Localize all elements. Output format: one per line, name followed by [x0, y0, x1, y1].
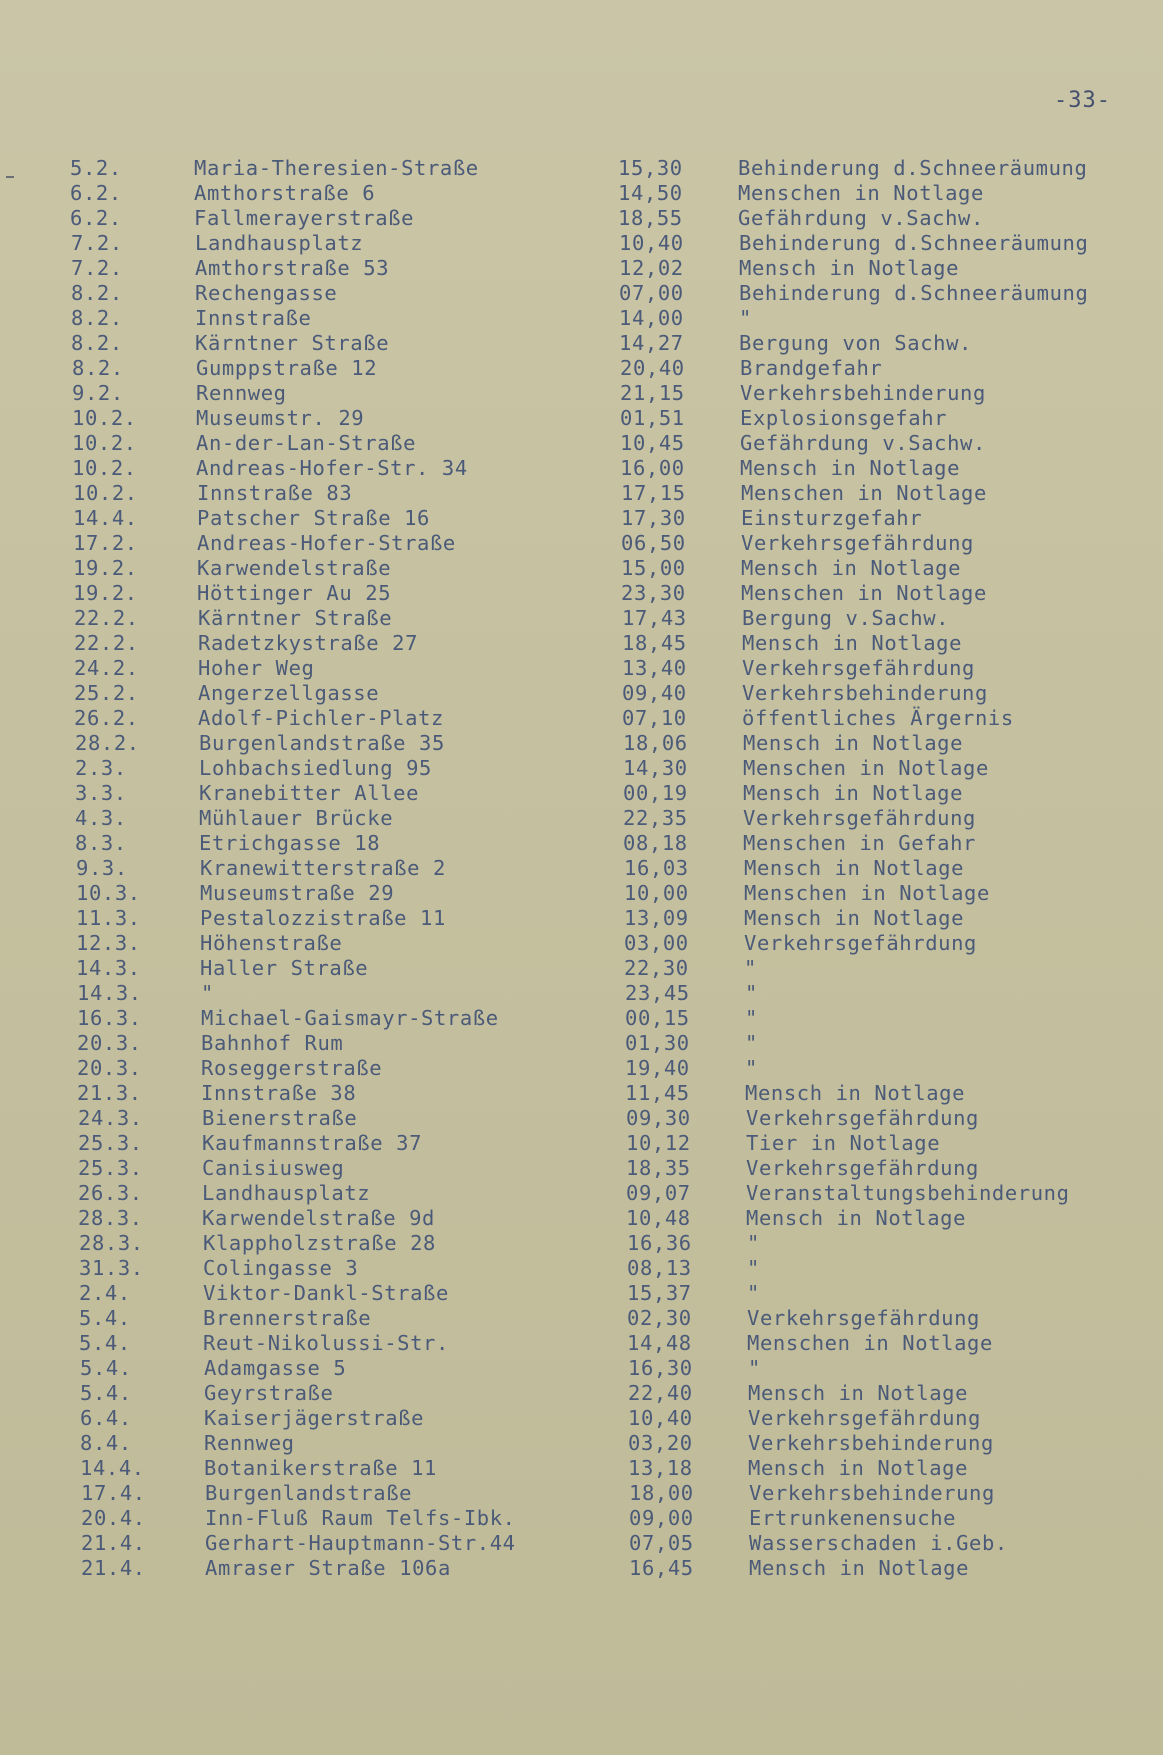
list-item	[71, 331, 1150, 356]
entry-reason: Menschen in Notlage	[747, 1331, 993, 1355]
entry-reason: "	[745, 1031, 758, 1055]
entry-location: Amthorstraße 53	[195, 256, 390, 280]
entry-time: 14,30	[623, 756, 688, 780]
list-item	[74, 706, 1150, 731]
entry-location: Kaufmannstraße 37	[202, 1131, 423, 1155]
entry-reason: Mensch in Notlage	[749, 1556, 970, 1580]
entry-location: Burgenlandstraße 35	[199, 731, 445, 755]
list-item	[80, 1456, 1150, 1481]
list-item	[78, 1106, 1150, 1131]
entry-time: 08,13	[627, 1256, 692, 1280]
entry-time: 09,30	[626, 1106, 691, 1130]
entry-reason: Menschen in Notlage	[743, 756, 989, 780]
list-item	[70, 206, 1150, 231]
entry-reason: Verkehrsbehinderung	[742, 681, 988, 705]
entry-time: 16,36	[627, 1231, 692, 1255]
entry-location: Kärntner Straße	[195, 331, 390, 355]
entry-location: Bahnhof Rum	[201, 1031, 344, 1055]
entry-reason: Wasserschaden i.Geb.	[749, 1531, 1008, 1555]
entry-date: 25.2.	[74, 681, 139, 705]
list-item	[72, 356, 1150, 381]
list-item	[70, 181, 1150, 206]
entry-date: 6.2.	[70, 181, 122, 205]
entry-date: 19.2.	[73, 581, 138, 605]
entry-location: Hoher Weg	[198, 656, 315, 680]
entry-date: 8.4.	[80, 1431, 132, 1455]
entry-reason: Mensch in Notlage	[743, 731, 964, 755]
entry-time: 15,00	[621, 556, 686, 580]
entry-date: 22.2.	[74, 606, 139, 630]
entry-date: 6.4.	[80, 1406, 132, 1430]
entry-location: "	[201, 981, 214, 1005]
entry-time: 16,03	[624, 856, 689, 880]
entry-time: 14,50	[618, 181, 683, 205]
entry-reason: Verkehrsbehinderung	[749, 1481, 995, 1505]
entry-time: 07,10	[622, 706, 687, 730]
entry-time: 13,18	[628, 1456, 693, 1480]
entry-reason: Gefährdung v.Sachw.	[738, 206, 984, 230]
entry-date: 8.2.	[71, 331, 123, 355]
entry-date: 25.3.	[78, 1156, 143, 1180]
list-item	[73, 506, 1150, 531]
incident-list	[70, 156, 1150, 1581]
list-item	[75, 831, 1150, 856]
entry-time: 17,30	[621, 506, 686, 530]
entry-date: 14.3.	[77, 981, 142, 1005]
entry-time: 02,30	[627, 1306, 692, 1330]
list-item	[76, 956, 1150, 981]
entry-date: 26.3.	[78, 1181, 143, 1205]
entry-reason: Tier in Notlage	[746, 1131, 941, 1155]
list-item	[73, 481, 1150, 506]
list-item	[80, 1381, 1150, 1406]
entry-time: 17,43	[622, 606, 687, 630]
list-item	[77, 1006, 1150, 1031]
list-item	[81, 1481, 1150, 1506]
list-item	[78, 1131, 1150, 1156]
entry-location: Viktor-Dankl-Straße	[203, 1281, 449, 1305]
entry-date: 28.2.	[75, 731, 140, 755]
entry-reason: Mensch in Notlage	[743, 781, 964, 805]
entry-reason: Mensch in Notlage	[741, 556, 962, 580]
entry-date: 10.2.	[72, 406, 137, 430]
list-item	[78, 1156, 1150, 1181]
list-item	[74, 681, 1150, 706]
entry-reason: Behinderung d.Schneeräumung	[739, 281, 1089, 305]
entry-date: 4.3.	[75, 806, 127, 830]
entry-reason: öffentliches Ärgernis	[742, 706, 1014, 730]
entry-date: 12.3.	[76, 931, 141, 955]
list-item	[79, 1256, 1150, 1281]
entry-location: Michael-Gaismayr-Straße	[201, 1006, 499, 1030]
entry-location: Angerzellgasse	[198, 681, 380, 705]
entry-reason: "	[745, 1056, 758, 1080]
entry-time: 10,40	[619, 231, 684, 255]
entry-reason: Verkehrsgefährdung	[744, 931, 977, 955]
entry-reason: Verkehrsgefährdung	[743, 806, 976, 830]
entry-reason: Mensch in Notlage	[746, 1206, 967, 1230]
list-item	[79, 1231, 1150, 1256]
entry-reason: Verkehrsgefährdung	[747, 1306, 980, 1330]
entry-date: 11.3.	[76, 906, 141, 930]
page-number: -33-	[1054, 88, 1111, 113]
list-item	[81, 1531, 1150, 1556]
entry-date: 17.4.	[81, 1481, 146, 1505]
entry-time: 00,15	[625, 1006, 690, 1030]
entry-location: Gumppstraße 12	[196, 356, 378, 380]
list-item	[77, 1081, 1150, 1106]
entry-reason: Menschen in Notlage	[741, 581, 987, 605]
entry-location: Etrichgasse 18	[199, 831, 381, 855]
entry-location: Museumstraße 29	[200, 881, 395, 905]
entry-time: 14,00	[619, 306, 684, 330]
entry-date: 20.3.	[77, 1056, 142, 1080]
entry-date: 2.4.	[79, 1281, 131, 1305]
entry-date: 5.4.	[80, 1381, 132, 1405]
entry-date: 24.3.	[78, 1106, 143, 1130]
entry-date: 5.4.	[79, 1331, 131, 1355]
entry-reason: "	[745, 1006, 758, 1030]
entry-time: 22,35	[623, 806, 688, 830]
entry-date: 3.3.	[75, 781, 127, 805]
entry-date: 7.2.	[71, 231, 123, 255]
entry-date: 7.2.	[71, 256, 123, 280]
entry-location: Botanikerstraße 11	[204, 1456, 437, 1480]
entry-time: 18,35	[626, 1156, 691, 1180]
entry-location: Adolf-Pichler-Platz	[198, 706, 444, 730]
entry-time: 21,15	[620, 381, 685, 405]
entry-reason: Bergung von Sachw.	[739, 331, 972, 355]
entry-date: 10.2.	[72, 431, 137, 455]
entry-reason: Menschen in Notlage	[741, 481, 987, 505]
entry-date: 5.4.	[80, 1356, 132, 1380]
entry-time: 22,30	[624, 956, 689, 980]
entry-reason: Ertrunkenensuche	[749, 1506, 957, 1530]
entry-location: Brennerstraße	[203, 1306, 372, 1330]
entry-reason: Mensch in Notlage	[740, 456, 961, 480]
entry-time: 08,18	[623, 831, 688, 855]
entry-time: 01,30	[625, 1031, 690, 1055]
list-item	[75, 781, 1150, 806]
entry-time: 16,30	[628, 1356, 693, 1380]
entry-location: Burgenlandstraße	[205, 1481, 413, 1505]
entry-time: 13,40	[622, 656, 687, 680]
entry-reason: Mensch in Notlage	[744, 856, 965, 880]
entry-reason: "	[747, 1231, 760, 1255]
entry-location: Karwendelstraße	[197, 556, 392, 580]
list-item	[77, 981, 1150, 1006]
entry-location: Canisiusweg	[202, 1156, 345, 1180]
entry-time: 07,00	[619, 281, 684, 305]
entry-location: An-der-Lan-Straße	[196, 431, 417, 455]
entry-location: Gerhart-Hauptmann-Str.44	[205, 1531, 516, 1555]
entry-reason: Mensch in Notlage	[739, 256, 960, 280]
entry-reason: Verkehrsbehinderung	[748, 1431, 994, 1455]
entry-date: 31.3.	[79, 1256, 144, 1280]
list-item	[74, 656, 1150, 681]
entry-date: 10.2.	[72, 456, 137, 480]
list-item	[73, 556, 1150, 581]
entry-reason: Mensch in Notlage	[748, 1456, 969, 1480]
entry-location: Amthorstraße 6	[194, 181, 376, 205]
list-item	[72, 431, 1150, 456]
list-item	[73, 581, 1150, 606]
entry-date: 9.2.	[72, 381, 124, 405]
list-item	[79, 1281, 1150, 1306]
entry-location: Amraser Straße 106a	[205, 1556, 451, 1580]
list-item	[71, 281, 1150, 306]
entry-time: 16,45	[629, 1556, 694, 1580]
entry-reason: "	[744, 956, 757, 980]
entry-date: 26.2.	[74, 706, 139, 730]
entry-time: 09,07	[626, 1181, 691, 1205]
entry-location: Lohbachsiedlung 95	[199, 756, 432, 780]
entry-reason: Mensch in Notlage	[748, 1381, 969, 1405]
list-item	[74, 631, 1150, 656]
entry-reason: Verkehrsgefährdung	[746, 1156, 979, 1180]
list-item	[79, 1331, 1150, 1356]
entry-date: 5.2.	[70, 156, 122, 180]
entry-date: 14.4.	[80, 1456, 145, 1480]
entry-time: 18,45	[622, 631, 687, 655]
entry-reason: Einsturzgefahr	[741, 506, 923, 530]
entry-date: 8.2.	[72, 356, 124, 380]
entry-time: 20,40	[620, 356, 685, 380]
entry-location: Mühlauer Brücke	[199, 806, 394, 830]
entry-location: Innstraße 83	[197, 481, 353, 505]
list-item	[72, 381, 1150, 406]
entry-date: 20.4.	[81, 1506, 146, 1530]
entry-reason: Gefährdung v.Sachw.	[740, 431, 986, 455]
entry-date: 5.4.	[79, 1306, 131, 1330]
entry-location: Inn-Fluß Raum Telfs-Ibk.	[205, 1506, 516, 1530]
entry-date: 25.3.	[78, 1131, 143, 1155]
entry-time: 10,45	[620, 431, 685, 455]
entry-time: 10,00	[624, 881, 689, 905]
entry-reason: Veranstaltungsbehinderung	[746, 1181, 1070, 1205]
list-item	[79, 1306, 1150, 1331]
entry-location: Landhausplatz	[202, 1181, 371, 1205]
entry-reason: "	[748, 1356, 761, 1380]
entry-location: Bienerstraße	[202, 1106, 358, 1130]
entry-location: Höttinger Au 25	[197, 581, 392, 605]
entry-time: 00,19	[623, 781, 688, 805]
entry-reason: "	[747, 1256, 760, 1280]
entry-time: 15,30	[618, 156, 683, 180]
list-item	[70, 156, 1150, 181]
entry-time: 03,20	[628, 1431, 693, 1455]
list-item	[71, 231, 1150, 256]
margin-mark	[6, 176, 14, 178]
entry-date: 8.2.	[71, 281, 123, 305]
list-item	[81, 1506, 1150, 1531]
entry-location: Colingasse 3	[203, 1256, 359, 1280]
entry-date: 22.2.	[74, 631, 139, 655]
list-item	[80, 1356, 1150, 1381]
entry-time: 07,05	[629, 1531, 694, 1555]
list-item	[76, 881, 1150, 906]
list-item	[80, 1431, 1150, 1456]
entry-time: 12,02	[619, 256, 684, 280]
entry-location: Geyrstraße	[204, 1381, 334, 1405]
entry-location: Karwendelstraße 9d	[202, 1206, 435, 1230]
entry-reason: Bergung v.Sachw.	[742, 606, 950, 630]
entry-date: 21.4.	[81, 1531, 146, 1555]
entry-date: 10.3.	[76, 881, 141, 905]
list-item	[78, 1206, 1150, 1231]
entry-time: 19,40	[625, 1056, 690, 1080]
list-item	[76, 856, 1150, 881]
entry-time: 01,51	[620, 406, 685, 430]
list-item	[75, 756, 1150, 781]
list-item	[73, 531, 1150, 556]
entry-location: Kranewitterstraße 2	[200, 856, 446, 880]
entry-location: Kaiserjägerstraße	[204, 1406, 425, 1430]
entry-reason: Mensch in Notlage	[744, 906, 965, 930]
entry-location: Fallmerayerstraße	[194, 206, 415, 230]
list-item	[76, 931, 1150, 956]
entry-date: 19.2.	[73, 556, 138, 580]
entry-location: Rennweg	[196, 381, 287, 405]
entry-location: Radetzkystraße 27	[198, 631, 419, 655]
entry-date: 24.2.	[74, 656, 139, 680]
list-item	[77, 1031, 1150, 1056]
entry-location: Maria-Theresien-Straße	[194, 156, 479, 180]
entry-location: Reut-Nikolussi-Str.	[203, 1331, 449, 1355]
entry-reason: "	[739, 306, 752, 330]
entry-location: Pestalozzistraße 11	[200, 906, 446, 930]
entry-time: 09,40	[622, 681, 687, 705]
entry-reason: Mensch in Notlage	[742, 631, 963, 655]
entry-date: 21.4.	[81, 1556, 146, 1580]
list-item	[77, 1056, 1150, 1081]
entry-time: 18,06	[623, 731, 688, 755]
entry-date: 14.4.	[73, 506, 138, 530]
list-item	[75, 731, 1150, 756]
entry-location: Andreas-Hofer-Straße	[197, 531, 456, 555]
entry-location: Haller Straße	[200, 956, 369, 980]
entry-time: 18,55	[618, 206, 683, 230]
entry-time: 14,27	[619, 331, 684, 355]
entry-date: 20.3.	[77, 1031, 142, 1055]
entry-location: Landhausplatz	[195, 231, 364, 255]
list-item	[81, 1556, 1150, 1581]
entry-location: Roseggerstraße	[201, 1056, 383, 1080]
list-item	[76, 906, 1150, 931]
list-item	[72, 406, 1150, 431]
entry-date: 28.3.	[78, 1206, 143, 1230]
entry-time: 10,40	[628, 1406, 693, 1430]
entry-time: 13,09	[624, 906, 689, 930]
entry-date: 9.3.	[76, 856, 128, 880]
entry-time: 17,15	[621, 481, 686, 505]
entry-time: 03,00	[624, 931, 689, 955]
entry-reason: Behinderung d.Schneeräumung	[739, 231, 1089, 255]
entry-date: 2.3.	[75, 756, 127, 780]
entry-location: Andreas-Hofer-Str. 34	[196, 456, 468, 480]
entry-time: 23,30	[621, 581, 686, 605]
entry-location: Kärntner Straße	[198, 606, 393, 630]
entry-reason: Verkehrsbehinderung	[740, 381, 986, 405]
entry-reason: Verkehrsgefährdung	[741, 531, 974, 555]
entry-location: Museumstr. 29	[196, 406, 365, 430]
entry-reason: Menschen in Notlage	[744, 881, 990, 905]
entry-time: 10,12	[626, 1131, 691, 1155]
entry-date: 21.3.	[77, 1081, 142, 1105]
entry-reason: Menschen in Notlage	[738, 181, 984, 205]
entry-reason: Brandgefahr	[740, 356, 883, 380]
entry-time: 23,45	[625, 981, 690, 1005]
list-item	[78, 1181, 1150, 1206]
entry-date: 6.2.	[70, 206, 122, 230]
entry-location: Kranebitter Allee	[199, 781, 420, 805]
entry-reason: Verkehrsgefährdung	[746, 1106, 979, 1130]
list-item	[80, 1406, 1150, 1431]
entry-time: 18,00	[629, 1481, 694, 1505]
entry-reason: Explosionsgefahr	[740, 406, 948, 430]
entry-reason: Verkehrsgefährdung	[748, 1406, 981, 1430]
entry-location: Innstraße 38	[201, 1081, 357, 1105]
entry-location: Höhenstraße	[200, 931, 343, 955]
list-item	[71, 306, 1150, 331]
entry-time: 11,45	[625, 1081, 690, 1105]
entry-reason: "	[745, 981, 758, 1005]
entry-date: 16.3.	[77, 1006, 142, 1030]
entry-date: 14.3.	[76, 956, 141, 980]
entry-location: Adamgasse 5	[204, 1356, 347, 1380]
entry-location: Rechengasse	[195, 281, 338, 305]
entry-date: 8.2.	[71, 306, 123, 330]
entry-location: Klappholzstraße 28	[203, 1231, 436, 1255]
entry-reason: Verkehrsgefährdung	[742, 656, 975, 680]
entry-time: 16,00	[620, 456, 685, 480]
entry-date: 28.3.	[79, 1231, 144, 1255]
entry-location: Patscher Straße 16	[197, 506, 430, 530]
entry-time: 14,48	[627, 1331, 692, 1355]
entry-reason: Behinderung d.Schneeräumung	[738, 156, 1088, 180]
entry-time: 06,50	[621, 531, 686, 555]
list-item	[72, 456, 1150, 481]
entry-date: 10.2.	[73, 481, 138, 505]
entry-time: 10,48	[626, 1206, 691, 1230]
entry-time: 09,00	[629, 1506, 694, 1530]
entry-location: Rennweg	[204, 1431, 295, 1455]
list-item	[71, 256, 1150, 281]
entry-location: Innstraße	[195, 306, 312, 330]
list-item	[74, 606, 1150, 631]
entry-date: 8.3.	[75, 831, 127, 855]
entry-time: 22,40	[628, 1381, 693, 1405]
entry-date: 17.2.	[73, 531, 138, 555]
entry-reason: Menschen in Gefahr	[743, 831, 976, 855]
entry-reason: "	[747, 1281, 760, 1305]
entry-reason: Mensch in Notlage	[745, 1081, 966, 1105]
entry-time: 15,37	[627, 1281, 692, 1305]
list-item	[75, 806, 1150, 831]
